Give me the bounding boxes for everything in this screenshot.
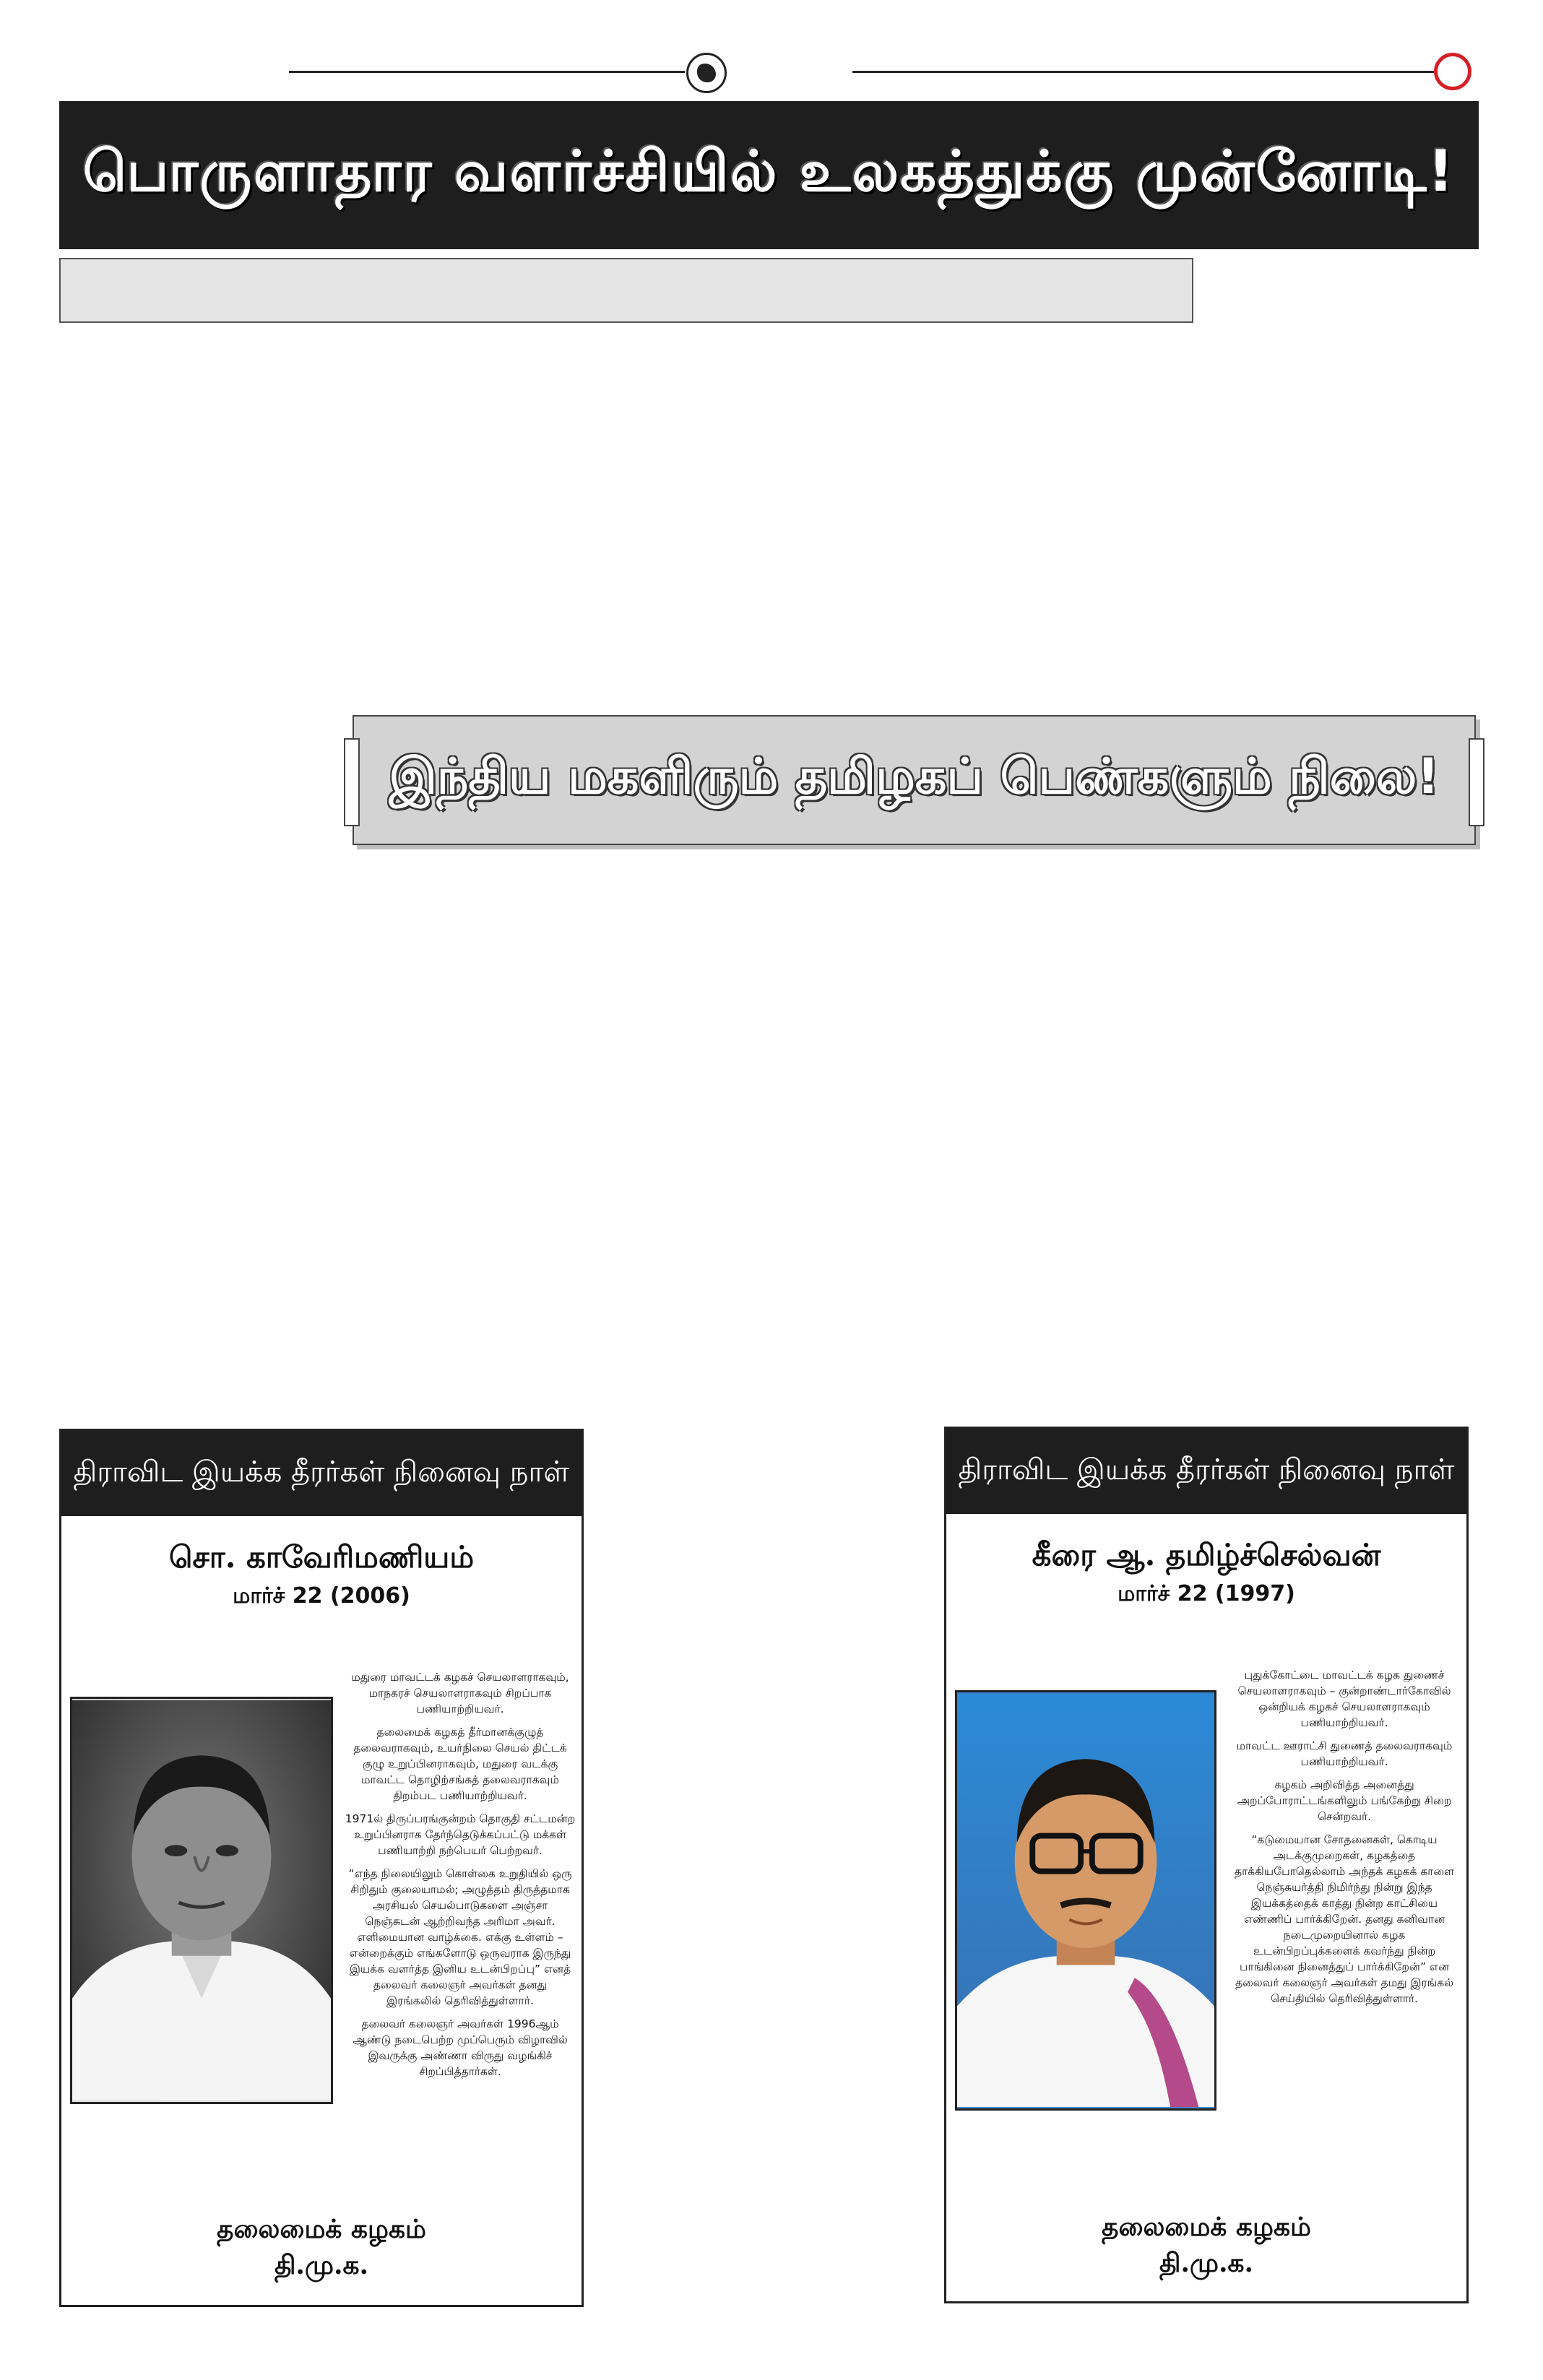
top-rule-right (852, 71, 1434, 73)
card-date: மார்ச் 22 (1997) (1118, 1581, 1295, 1606)
sign-line-2: தி.மு.க. (1159, 2248, 1254, 2278)
sign-line-1: தலைமைக் கழகம் (217, 2214, 426, 2244)
headline: பொருளாதார வளர்ச்சியில் உலகத்துக்கு முன்னோடி! (82, 139, 1456, 204)
portrait-photo (955, 1690, 1216, 2111)
portrait-illustration (957, 1692, 1214, 2108)
bio-paragraph: மதுரை மாவட்டக் கழகச் செயலாளராகவும், மாநகரச் செயலாளராகவும் சிறப்பாக பணியாற்றியவர். (351, 1671, 569, 1715)
card-bio (345, 1669, 576, 2087)
memorial-card-1 (59, 1429, 584, 2307)
red-circle-icon (1434, 53, 1471, 90)
sign-line-1: தலைமைக் கழகம் (1102, 2212, 1311, 2242)
bio-paragraph: கழகம் அறிவித்த அனைத்து அறப்போராட்டங்களிலும் பங்கேற்று சிறை சென்றவர். (1237, 1778, 1452, 1823)
card-header: திராவிட இயக்க தீரர்கள் நினைவு நாள் (946, 1429, 1466, 1514)
card-bio (1229, 1667, 1459, 2014)
card-name: சொ. காவேரிமணியம் (168, 1539, 475, 1575)
bio-paragraph: “எந்த நிலையிலும் கொள்கை உறுதியில் ஒரு சிறிதும் குலையாமல்; அழுத்தம் திருத்தமாக அரசியல் செயல்பாடுகளை அஞ்சா நெஞ்சுடன் ஆற்றிவந்த அரிமா அவர். எளிமையான வாழ்க்கை. எக்கு உள்ளம் – என்றைக்கும் எங்களோடு ஒருவராக இருந்து இயக்க வளர்த்த இனிய உடன்பிறப்பு” எனத் தலைவர் கலைஞர் அவர்கள் தனது இரங்கலில் தெரிவித்துள்ளார். (348, 1867, 572, 2007)
party-emblem-icon (686, 53, 727, 93)
headline-banner (59, 101, 1479, 249)
bio-paragraph: புதுக்கோட்டை மாவட்டக் கழக துணைச் செயலாளராகவும் – குன்றாண்டார்கோவில் ஒன்றியக் கழகச் செயலாளராகவும் பணியாற்றியவர். (1237, 1669, 1451, 1729)
secondary-headline-frame (353, 715, 1476, 845)
subhead-box (59, 258, 1193, 323)
portrait-illustration (72, 1699, 331, 2102)
secondary-headline: இந்திய மகளிரும் தமிழகப் பெண்களும் நிலை! (389, 748, 1440, 805)
bio-paragraph: மாவட்ட ஊராட்சி துணைத் தலைவராகவும் பணியாற்றியவர். (1236, 1739, 1453, 1768)
bio-paragraph: 1971ல் திருப்பரங்குன்றம் தொகுதி சட்டமன்ற உறுப்பினராக தேர்ந்தெடுக்கப்பட்டு மக்கள் பணியாற்றி நற்பெயர் பெற்றவர். (345, 1812, 576, 1857)
card-name: கீரை ஆ. தமிழ்ச்செல்வன் (1032, 1537, 1381, 1572)
top-rule-left (289, 71, 685, 73)
card-date: மார்ச் 22 (2006) (233, 1583, 410, 1609)
card-signature (61, 2211, 582, 2283)
card-signature (946, 2209, 1466, 2281)
bio-paragraph: தலைவர் கலைஞர் அவர்கள் 1996ஆம் ஆண்டு நடைபெற்ற முப்பெரும் விழாவில் இவருக்கு அண்ணா விருது வழங்கிச் சிறப்பித்தார்கள். (353, 2017, 568, 2078)
sign-line-2: தி.மு.க. (274, 2250, 369, 2280)
card-header: திராவிட இயக்க தீரர்கள் நினைவு நாள் (61, 1431, 582, 1516)
portrait-photo (70, 1697, 333, 2104)
memorial-card-2 (944, 1427, 1469, 2303)
bio-paragraph: தலைமைக் கழகத் தீர்மானக்குழுத் தலைவராகவும், உயர்நிலை செயல் திட்டக் குழு உறுப்பினராகவும், மதுரை வடக்கு மாவட்ட தொழிற்சங்கத் தலைவராகவும் திறம்பட பணியாற்றியவர். (353, 1726, 567, 1802)
bio-paragraph: “கடுமையான சோதனைகள், கொடிய அடக்குமுறைகள், கழகத்தை தாக்கியபோதெல்லாம் அந்தக் கழகக் காளை நெஞ்சுயர்த்தி நிமிர்ந்து நின்று இந்த இயக்கத்தைக் காத்து நின்ற காட்சியை எண்ணிப் பார்க்கிறேன். தனது கனிவான நடைமுறையினால் கழக உடன்பிறப்புக்களைக் கவர்ந்து நின்ற பாங்கினை நினைத்துப் பார்க்கிறேன்” என தலைவர் கலைஞர் அவர்கள் தமது இரங்கல் செய்தியில் தெரிவித்துள்ளார். (1234, 1833, 1455, 2005)
